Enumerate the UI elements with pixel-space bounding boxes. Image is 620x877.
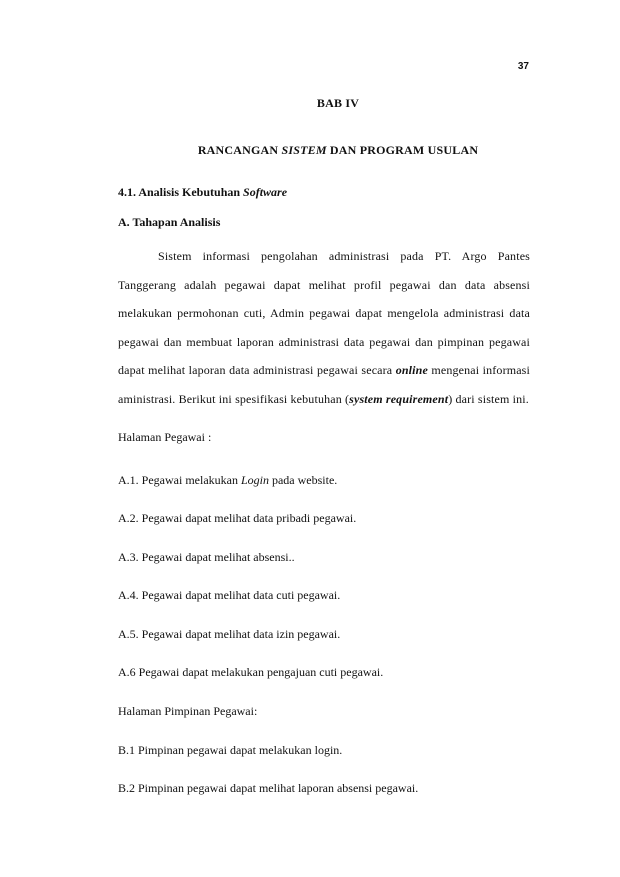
paragraph-text-1: Sistem informasi pengolahan administrasi pada PT. Argo Pantes Tanggerang adalah pegawai dapat melihat profil pegawai dan data absensi melakukan permohonan cuti, Admin pegawai dapat mengelola administrasi data pegawai dan membuat laporan administrasi data pegawai dan pimpinan pegawai dapat melihat laporan data administrasi pegawai secara: [118, 249, 530, 377]
section-italic-text: Software: [243, 185, 288, 199]
chapter-title-part1: RANCANGAN: [197, 143, 282, 157]
a1-pre: A.1. Pegawai melakukan: [118, 472, 241, 487]
list-item-a6: A.6 Pegawai dapat melakukan pengajuan cuti pegawai.: [118, 665, 384, 680]
page-content: [118, 96, 530, 808]
paragraph-text-3: ) dari sistem ini.: [448, 391, 529, 406]
paragraph-italic-system-requirement: system requirement: [349, 391, 449, 406]
list-item-b2: B.2 Pimpinan pegawai dapat melihat laporan absensi pegawai.: [118, 781, 419, 796]
list-item-a1: [118, 461, 530, 500]
subsection-heading: A. Tahapan Analisis: [118, 215, 221, 229]
chapter-title-part3: DAN PROGRAM USULAN: [326, 143, 479, 157]
chapter-heading: BAB IV: [316, 96, 360, 110]
list-item-a4: A.4. Pegawai dapat melihat data cuti pegawai.: [118, 588, 341, 603]
list-item-a3: A.3. Pegawai dapat melihat absensi..: [118, 549, 295, 564]
list-item-b1: B.1 Pimpinan pegawai dapat melakukan login.: [118, 742, 343, 757]
a1-post: pada website.: [268, 472, 338, 487]
page-number: 37: [517, 61, 529, 72]
pimpinan-heading: Halaman Pimpinan Pegawai:: [118, 704, 258, 719]
chapter-title-italic: SISTEM: [281, 143, 327, 157]
pegawai-list: [118, 461, 530, 808]
pegawai-heading: Halaman Pegawai :: [118, 430, 212, 444]
a1-italic: Login: [240, 472, 269, 487]
chapter-title: [118, 143, 530, 158]
section-heading: [118, 185, 530, 200]
body-paragraph: [118, 242, 530, 413]
list-item-a5: A.5. Pegawai dapat melihat data izin pegawai.: [118, 626, 341, 641]
list-item-a2: A.2. Pegawai dapat melihat data pribadi pegawai.: [118, 511, 357, 526]
paragraph-italic-online: online: [395, 363, 428, 377]
section-number-text: 4.1. Analisis Kebutuhan: [118, 185, 244, 199]
paragraph-text-2: mengenai informasi aministrasi. Berikut ini spesifikasi kebutuhan (: [118, 363, 530, 406]
